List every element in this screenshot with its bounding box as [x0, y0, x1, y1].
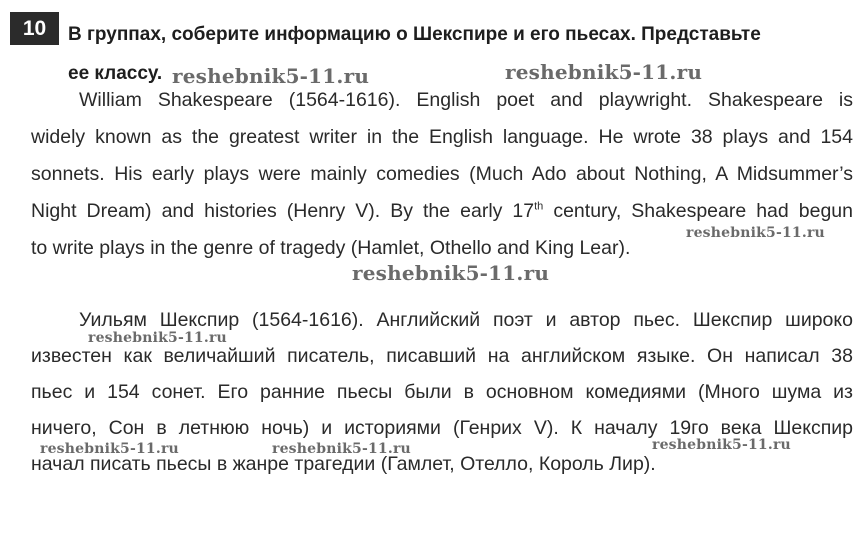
english-line: to write plays in the genre of tragedy (Hamlet, Othello and King Lear). — [31, 237, 631, 259]
watermark: reshebnik5-11.ru — [272, 441, 411, 457]
watermark: reshebnik5-11.ru — [686, 225, 825, 241]
russian-line: известен как величайший писатель, писавший на английском языке. Он написал 38 — [31, 345, 853, 367]
task-number: 10 — [22, 16, 47, 40]
superscript: th — [534, 200, 544, 213]
russian-line: пьес и 154 сонет. Его ранние пьесы были в основном комедиями (Много шума из — [31, 381, 853, 403]
russian-line: начал писать пьесы в жанре трагедии (Гамлет, Отелло, Король Лир). — [31, 453, 656, 475]
watermark: reshebnik5-11.ru — [505, 60, 703, 84]
task-instruction-line2: ее классу. — [68, 63, 163, 84]
english-line-part: century, Shakespeare had begun — [543, 200, 853, 222]
english-line: widely known as the greatest writer in the English language. He wrote 38 plays and 154 — [31, 126, 853, 148]
english-line-part: Night Dream) and histories (Henry V). By the early 17 — [31, 200, 535, 222]
english-line: William Shakespeare (1564-1616). English poet and playwright. Shakespeare is — [79, 89, 853, 111]
watermark: reshebnik5-11.ru — [652, 437, 791, 453]
watermark: reshebnik5-11.ru — [40, 441, 179, 457]
watermark: reshebnik5-11.ru — [172, 64, 370, 88]
watermark: reshebnik5-11.ru — [88, 330, 227, 346]
russian-line: ничего, Сон в летнюю ночь) и историями (Генрих V). К началу 19го века Шекспир — [31, 417, 853, 439]
task-instruction-line1: В группах, соберите информацию о Шекспире и его пьесах. Представьте — [68, 24, 761, 45]
task-number-badge — [10, 12, 59, 45]
watermark: reshebnik5-11.ru — [352, 261, 550, 285]
russian-line: Уильям Шекспир (1564-1616). Английский поэт и автор пьес. Шекспир широко — [79, 309, 853, 331]
english-line: sonnets. His early plays were mainly comedies (Much Ado about Nothing, A Midsummer’s — [31, 163, 853, 185]
